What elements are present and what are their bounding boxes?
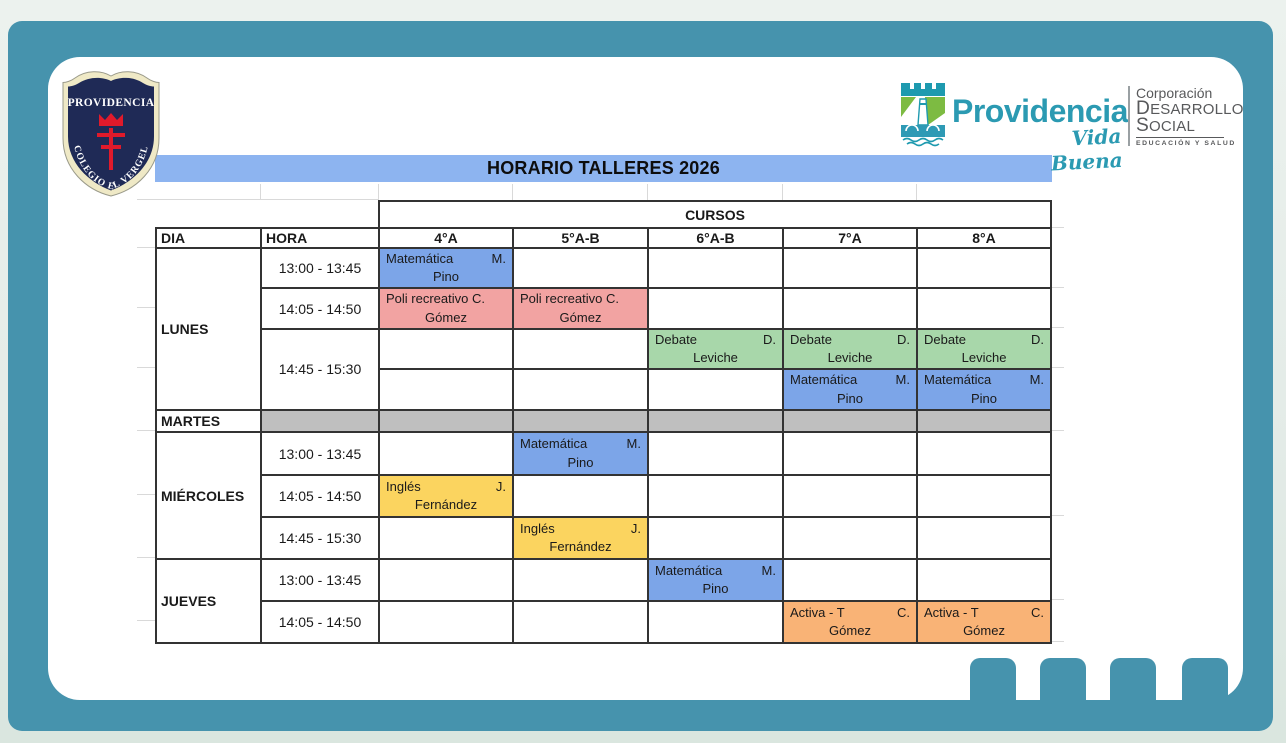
gridline xyxy=(137,247,155,248)
corp-line3: SOCIAL xyxy=(1136,115,1196,136)
entry-teacher: Leviche xyxy=(961,349,1007,365)
timetable-cell-empty xyxy=(379,517,513,559)
corp-rule xyxy=(1136,137,1224,138)
timetable-cell xyxy=(648,329,783,369)
timetable-cell-empty xyxy=(379,432,513,475)
timetable-cell-empty xyxy=(783,432,917,475)
timetable-cell-empty xyxy=(379,559,513,601)
entry-initial: D. xyxy=(1031,331,1045,347)
battlement-tooth xyxy=(970,658,1016,704)
entry-teacher: Leviche xyxy=(827,349,873,365)
col-header-4a: 4°A xyxy=(379,228,513,248)
time-cell: 13:00 - 13:45 xyxy=(261,432,379,475)
gridline xyxy=(1052,599,1064,600)
timetable-cell xyxy=(513,288,648,328)
timetable-cell-empty xyxy=(648,369,783,410)
entry-subject: Matemática xyxy=(790,372,858,388)
entry-subject: Matemática xyxy=(386,251,454,266)
col-header-7a: 7°A xyxy=(783,228,917,248)
timetable-cell xyxy=(648,559,783,601)
school-crest xyxy=(61,70,161,198)
gridline xyxy=(1052,327,1064,328)
corp-line2: DESARROLLO xyxy=(1136,98,1244,119)
entry-initial: D. xyxy=(897,331,910,347)
entry-subject: Activa - T xyxy=(924,604,979,620)
timetable-cell-empty xyxy=(261,410,379,432)
timetable-cell-empty xyxy=(648,410,783,432)
entry-teacher: Pino xyxy=(971,390,998,406)
entry-initial: D. xyxy=(763,331,776,347)
time-cell: 14:05 - 14:50 xyxy=(261,288,379,328)
timetable-cell xyxy=(783,601,917,643)
gridline xyxy=(916,184,917,200)
entry-teacher: Gómez xyxy=(829,623,871,639)
gridline xyxy=(1052,287,1064,288)
gridline xyxy=(137,367,155,368)
crest-top-text: PROVIDENCIA xyxy=(67,97,155,109)
timetable-cell-empty xyxy=(917,517,1051,559)
col-header-hora: HORA xyxy=(261,228,379,248)
timetable-cell-empty xyxy=(917,559,1051,601)
castle-icon xyxy=(901,81,945,148)
timetable-cell-empty xyxy=(513,248,648,288)
timetable-cell-empty xyxy=(917,410,1051,432)
gridline xyxy=(647,184,648,200)
gridline xyxy=(782,184,783,200)
gridline xyxy=(137,557,155,558)
timetable-cell-empty xyxy=(379,601,513,643)
entry-teacher: Gómez xyxy=(425,309,467,325)
day-miercoles: MIÉRCOLES xyxy=(156,432,261,559)
timetable-cell-empty xyxy=(783,288,917,328)
timetable-cell-empty xyxy=(379,410,513,432)
gridline xyxy=(1052,367,1064,368)
timetable-cell-empty xyxy=(648,288,783,328)
entry-subject: Debate xyxy=(655,331,697,347)
timetable-cell-empty xyxy=(513,329,648,369)
page-title: HORARIO TALLERES 2026 xyxy=(487,158,720,178)
entry-subject: Matemática xyxy=(520,436,588,452)
entry-teacher: Leviche xyxy=(693,349,738,365)
timetable-cell-empty xyxy=(783,248,917,288)
title-banner xyxy=(155,155,1052,182)
time-cell: 14:05 - 14:50 xyxy=(261,601,379,643)
entry-initial: C. xyxy=(897,604,910,620)
timetable-cell-empty xyxy=(513,559,648,601)
timetable-cell-empty xyxy=(648,248,783,288)
timetable-cell-empty xyxy=(513,410,648,432)
battlement-tooth xyxy=(1182,658,1228,704)
timetable-cell-empty xyxy=(379,369,513,410)
gridline xyxy=(1052,430,1064,431)
timetable-cell xyxy=(513,432,648,475)
gridline xyxy=(260,184,261,200)
entry-initial: M. xyxy=(895,372,910,388)
timetable-cell xyxy=(379,288,513,328)
time-cell: 13:00 - 13:45 xyxy=(261,248,379,288)
time-cell: 14:45 - 15:30 xyxy=(261,517,379,559)
corp-line1: Corporación xyxy=(1136,85,1213,101)
timetable-cell-empty xyxy=(379,329,513,369)
brand-tagline: Vida Buena xyxy=(1050,123,1124,176)
timetable-cell-empty xyxy=(783,559,917,601)
entry-teacher: Fernández xyxy=(414,497,478,513)
crest-cross-bar1 xyxy=(97,133,125,137)
timetable-cell xyxy=(379,248,513,288)
logo-divider xyxy=(1128,86,1130,146)
timetable-cell xyxy=(917,601,1051,643)
entry-teacher: Gómez xyxy=(559,309,602,325)
entry-subject: Activa - T xyxy=(790,604,845,620)
entry-subject: Debate xyxy=(790,331,832,347)
entry-teacher: Pino xyxy=(432,269,460,285)
time-cell: 13:00 - 13:45 xyxy=(261,559,379,601)
timetable-cell-empty xyxy=(648,475,783,517)
col-header-dia: DIA xyxy=(156,228,261,248)
entry-subject: Inglés xyxy=(520,520,555,536)
day-jueves: JUEVES xyxy=(156,559,261,643)
timetable-cell xyxy=(513,517,648,559)
brand-wordmark: Providencia xyxy=(952,93,1128,129)
timetable-cell-empty xyxy=(917,475,1051,517)
entry-subject: Poli recreativo C. xyxy=(386,291,485,307)
gridline xyxy=(137,494,155,495)
entry-subject: Matemática xyxy=(655,562,723,578)
timetable-cell-empty xyxy=(513,369,648,410)
crest-cross-bar2 xyxy=(101,145,121,149)
entry-initial: J. xyxy=(630,520,641,536)
timetable xyxy=(155,200,1052,644)
gridline xyxy=(1052,227,1064,228)
entry-teacher: Gómez xyxy=(963,623,1005,639)
entry-teacher: Pino xyxy=(702,581,729,597)
timetable-cell xyxy=(783,329,917,369)
entry-subject: Matemática xyxy=(924,372,992,388)
gridline xyxy=(378,184,379,200)
time-cell: 14:05 - 14:50 xyxy=(261,475,379,517)
gridline xyxy=(137,307,155,308)
timetable-cell-empty xyxy=(513,601,648,643)
timetable-cell xyxy=(917,369,1051,410)
timetable-cell-empty xyxy=(783,410,917,432)
crest-bottom-text: COLEGIO EL VERGEL xyxy=(71,144,151,193)
battlement-tooth xyxy=(1040,658,1086,704)
timetable-cell-empty xyxy=(783,475,917,517)
entry-subject: Poli recreativo C. xyxy=(520,291,619,307)
timetable-cell-empty xyxy=(513,475,648,517)
entry-subject: Debate xyxy=(924,331,966,347)
entry-initial: M. xyxy=(491,251,506,266)
col-header-6ab: 6°A-B xyxy=(648,228,783,248)
gridline xyxy=(137,430,155,431)
timetable-cell-empty xyxy=(917,432,1051,475)
timetable-cell xyxy=(783,369,917,410)
day-martes: MARTES xyxy=(156,410,261,432)
time-cell: 14:45 - 15:30 xyxy=(261,329,379,410)
gridline xyxy=(1052,515,1064,516)
gridline xyxy=(1052,641,1064,642)
timetable-cell-empty xyxy=(917,248,1051,288)
corp-subtitle: EDUCACIÓN Y SALUD xyxy=(1136,140,1236,147)
entry-initial: M. xyxy=(761,562,776,578)
entry-initial: M. xyxy=(1029,372,1045,388)
timetable-cell-empty xyxy=(648,601,783,643)
spacer-cell xyxy=(156,201,379,228)
timetable-cell-empty xyxy=(917,288,1051,328)
gridline xyxy=(137,620,155,621)
timetable-cell-empty xyxy=(648,517,783,559)
timetable-cell-empty xyxy=(648,432,783,475)
timetable-cell xyxy=(917,329,1051,369)
col-header-8a: 8°A xyxy=(917,228,1051,248)
entry-teacher: Pino xyxy=(836,390,864,406)
day-lunes: LUNES xyxy=(156,248,261,410)
entry-initial: C. xyxy=(1031,604,1045,620)
col-header-5ab: 5°A-B xyxy=(513,228,648,248)
gridline xyxy=(512,184,513,200)
timetable-cell-empty xyxy=(783,517,917,559)
entry-teacher: Pino xyxy=(567,454,594,470)
battlement-tooth xyxy=(1110,658,1156,704)
entry-initial: J. xyxy=(495,478,506,494)
entry-subject: Inglés xyxy=(386,478,421,494)
entry-teacher: Fernández xyxy=(549,539,612,555)
timetable-cell xyxy=(379,475,513,517)
cursos-header: CURSOS xyxy=(379,201,1051,228)
corporation-block xyxy=(1136,85,1244,147)
entry-initial: M. xyxy=(626,436,641,452)
